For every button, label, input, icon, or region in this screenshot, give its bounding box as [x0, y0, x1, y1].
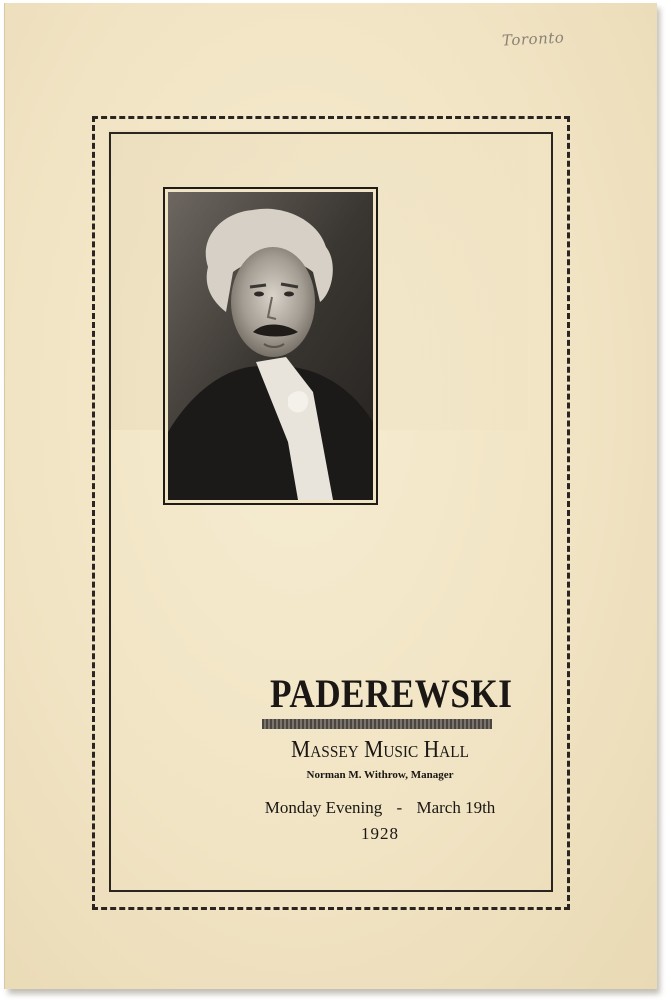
manager-credit: Norman M. Withrow, Manager [306, 769, 454, 781]
concert-date: March 19th [416, 798, 496, 817]
date-separator: - [396, 798, 403, 817]
portrait-photo [168, 192, 373, 500]
portrait-frame [163, 187, 378, 505]
venue-name: Massey Music Hall [291, 737, 469, 763]
day-of-week: Monday Evening [264, 798, 383, 817]
concert-year: 1928 [361, 824, 399, 843]
handwritten-annotation: Toronto [501, 28, 565, 50]
date-line [240, 798, 520, 818]
decorative-rule [262, 719, 492, 729]
program-title: PADEREWSKI [270, 671, 513, 716]
